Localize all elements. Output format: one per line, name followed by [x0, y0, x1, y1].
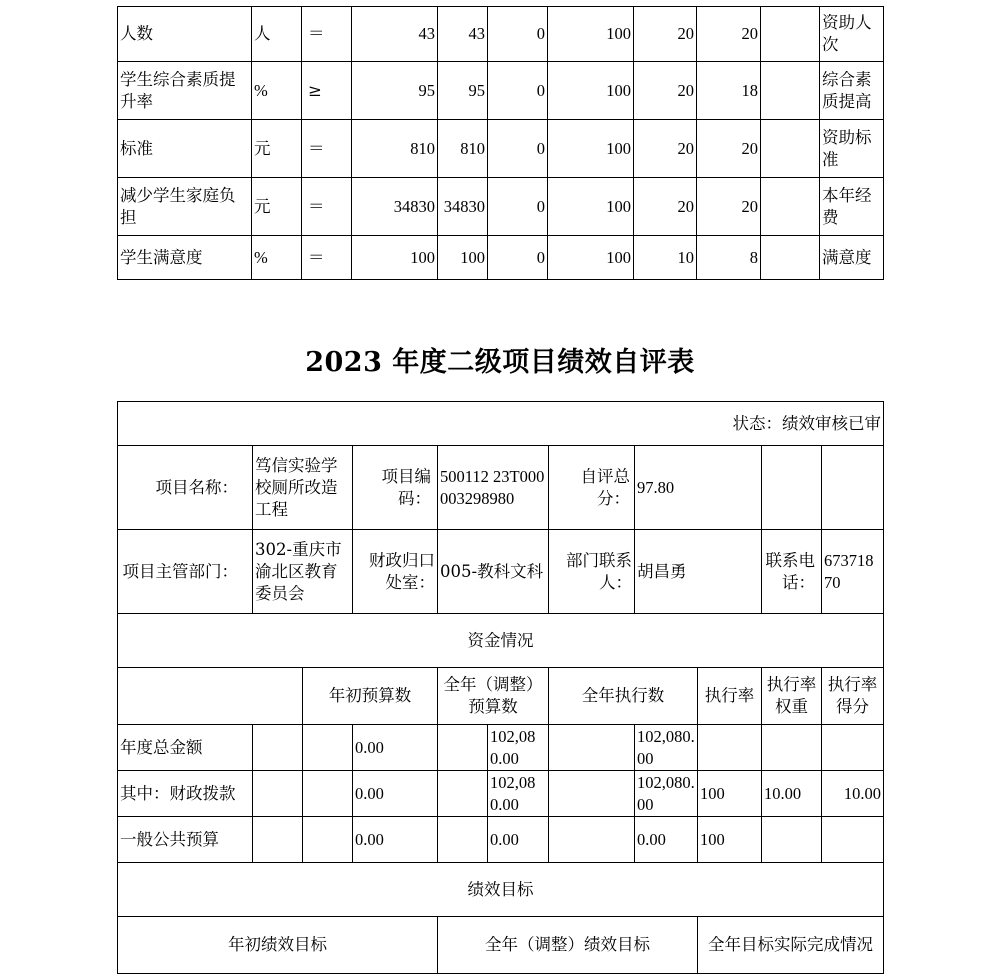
funds-rate: 100	[698, 817, 762, 863]
indicator-actual: 34830	[438, 178, 488, 236]
indicator-name: 学生综合素质提升率	[118, 62, 252, 120]
indicator-operator: ＝	[302, 178, 352, 236]
project-code-label: 项目编码：	[353, 446, 438, 530]
project-code-value: 500112 23T000003298980	[438, 446, 549, 530]
dept-label: 项目主管部门：	[118, 530, 253, 614]
indicator-row	[118, 7, 884, 62]
indicator-deviation: 0	[488, 236, 548, 280]
funds-score	[822, 817, 884, 863]
funds-initial: 0.00	[353, 725, 438, 771]
funds-rate	[698, 725, 762, 771]
empty-cell	[303, 817, 353, 863]
self-evaluation-table	[117, 401, 884, 974]
indicator-row	[118, 236, 884, 280]
indicator-deviation: 0	[488, 120, 548, 178]
dept-value: 302-重庆市渝北区教育委员会	[253, 530, 353, 614]
funds-score: 10.00	[822, 771, 884, 817]
funds-weight	[762, 725, 822, 771]
indicator-deviation: 0	[488, 62, 548, 120]
indicator-deviation: 0	[488, 7, 548, 62]
indicator-actual: 43	[438, 7, 488, 62]
empty-cell	[303, 725, 353, 771]
indicator-operator: ≥	[302, 62, 352, 120]
indicator-remark: 资助人次	[820, 7, 884, 62]
blank-cell	[761, 62, 820, 120]
indicator-unit: %	[252, 236, 302, 280]
blank-cell	[761, 7, 820, 62]
funds-header-weight: 执行率权重	[762, 668, 822, 725]
indicator-score: 20	[697, 178, 761, 236]
indicator-remark: 满意度	[820, 236, 884, 280]
indicator-name: 标准	[118, 120, 252, 178]
funds-row-label: 其中：财政拨款	[118, 771, 253, 817]
office-label: 财政归口处室：	[353, 530, 438, 614]
indicator-remark: 本年经费	[820, 178, 884, 236]
indicator-target: 810	[352, 120, 438, 178]
indicator-target: 95	[352, 62, 438, 120]
indicator-operator: ＝	[302, 236, 352, 280]
indicator-unit: 人	[252, 7, 302, 62]
indicator-unit: 元	[252, 178, 302, 236]
funds-adjusted: 102,080.00	[488, 725, 549, 771]
indicator-unit: %	[252, 62, 302, 120]
funds-executed: 0.00	[635, 817, 698, 863]
funds-initial: 0.00	[353, 817, 438, 863]
funds-section-title: 资金情况	[118, 614, 884, 668]
phone-value: 67371870	[822, 530, 884, 614]
indicator-deviation: 0	[488, 178, 548, 236]
status-text: 状态：绩效审核已审	[118, 402, 884, 446]
contact-label: 部门联系人：	[549, 530, 635, 614]
empty-cell	[253, 817, 303, 863]
indicator-score: 18	[697, 62, 761, 120]
score-value: 97.80	[635, 446, 762, 530]
funds-header-initial: 年初预算数	[303, 668, 438, 725]
empty-cell	[549, 725, 635, 771]
indicator-name: 减少学生家庭负担	[118, 178, 252, 236]
goals-header-actual: 全年目标实际完成情况	[698, 917, 884, 974]
goals-header-initial: 年初绩效目标	[118, 917, 438, 974]
funds-initial: 0.00	[353, 771, 438, 817]
blank-cell	[761, 178, 820, 236]
funds-executed: 102,080.00	[635, 771, 698, 817]
indicator-actual: 100	[438, 236, 488, 280]
funds-adjusted: 102,080.00	[488, 771, 549, 817]
funds-header-adjusted: 全年（调整）预算数	[438, 668, 549, 725]
phone-label: 联系电话：	[762, 530, 822, 614]
funds-adjusted: 0.00	[488, 817, 549, 863]
empty-cell	[549, 771, 635, 817]
indicator-unit: 元	[252, 120, 302, 178]
funds-executed: 102,080.00	[635, 725, 698, 771]
indicator-rate: 100	[548, 7, 634, 62]
indicator-weight: 20	[634, 62, 697, 120]
funds-weight	[762, 817, 822, 863]
indicator-rate: 100	[548, 236, 634, 280]
funds-weight: 10.00	[762, 771, 822, 817]
indicator-score: 8	[697, 236, 761, 280]
empty-cell	[253, 771, 303, 817]
indicator-name: 人数	[118, 7, 252, 62]
indicator-weight: 10	[634, 236, 697, 280]
funds-rate: 100	[698, 771, 762, 817]
indicator-target: 100	[352, 236, 438, 280]
indicator-weight: 20	[634, 120, 697, 178]
page-title: 2023 年度二级项目绩效自评表	[305, 347, 695, 378]
indicator-rate: 100	[548, 178, 634, 236]
indicator-actual: 810	[438, 120, 488, 178]
indicator-rate: 100	[548, 62, 634, 120]
blank-cell	[761, 236, 820, 280]
funds-header-score: 执行率得分	[822, 668, 884, 725]
indicator-row	[118, 178, 884, 236]
empty-cell	[549, 817, 635, 863]
funds-header-executed: 全年执行数	[549, 668, 698, 725]
contact-value: 胡昌勇	[635, 530, 762, 614]
project-name-label: 项目名称：	[118, 446, 253, 530]
score-label: 自评总分：	[549, 446, 635, 530]
indicator-weight: 20	[634, 7, 697, 62]
funds-row-label: 一般公共预算	[118, 817, 253, 863]
empty-cell	[438, 771, 488, 817]
office-value: 005-教科文科	[438, 530, 549, 614]
empty-cell	[438, 725, 488, 771]
indicator-score: 20	[697, 120, 761, 178]
indicator-table	[117, 6, 884, 280]
goals-section-title: 绩效目标	[118, 863, 884, 917]
indicator-row	[118, 120, 884, 178]
funds-header-blank	[118, 668, 303, 725]
empty-cell	[762, 446, 822, 530]
goals-header-adjusted: 全年（调整）绩效目标	[438, 917, 698, 974]
blank-cell	[761, 120, 820, 178]
empty-cell	[253, 725, 303, 771]
empty-cell	[303, 771, 353, 817]
project-name-value: 笃信实验学校厕所改造工程	[253, 446, 353, 530]
indicator-row	[118, 62, 884, 120]
empty-cell	[822, 446, 884, 530]
empty-cell	[438, 817, 488, 863]
indicator-actual: 95	[438, 62, 488, 120]
funds-row-label: 年度总金额	[118, 725, 253, 771]
indicator-remark: 资助标准	[820, 120, 884, 178]
funds-header-rate: 执行率	[698, 668, 762, 725]
indicator-remark: 综合素质提高	[820, 62, 884, 120]
indicator-target: 34830	[352, 178, 438, 236]
indicator-rate: 100	[548, 120, 634, 178]
funds-score	[822, 725, 884, 771]
indicator-target: 43	[352, 7, 438, 62]
indicator-weight: 20	[634, 178, 697, 236]
indicator-name: 学生满意度	[118, 236, 252, 280]
indicator-score: 20	[697, 7, 761, 62]
indicator-operator: ＝	[302, 7, 352, 62]
indicator-operator: ＝	[302, 120, 352, 178]
